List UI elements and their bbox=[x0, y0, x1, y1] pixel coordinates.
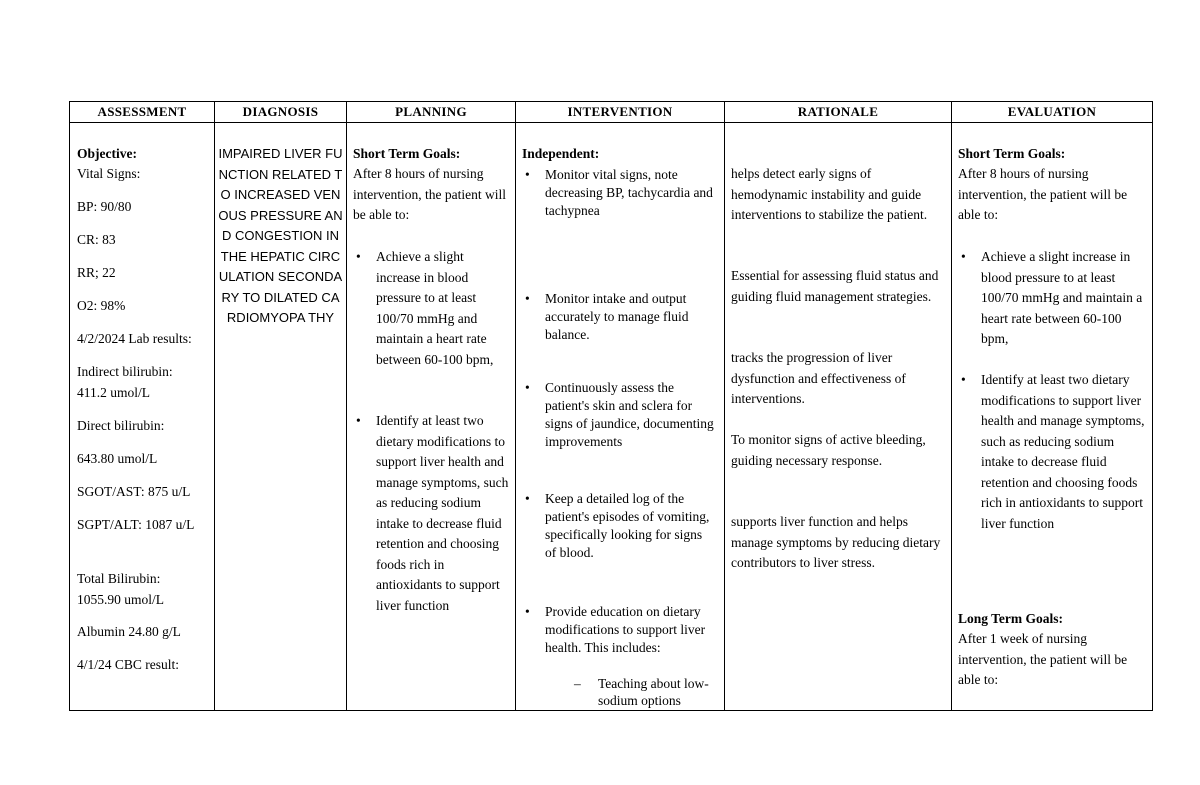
rationale-text: helps detect early signs of hemodynamic instability and guide interventions to stabilize the patient. bbox=[731, 166, 928, 222]
rationale-text: tracks the progression of liver dysfunction and effectiveness of interventions. bbox=[731, 350, 906, 406]
intervention-cell bbox=[516, 123, 725, 711]
assessment-line: SGPT/ALT: 1087 u/L bbox=[77, 517, 195, 532]
planning-goal bbox=[353, 247, 509, 370]
bullet-icon: • bbox=[525, 604, 530, 619]
planning-goal-list bbox=[353, 247, 509, 370]
header-rationale: RATIONALE bbox=[725, 102, 952, 123]
assessment-heading: Objective: bbox=[77, 146, 137, 161]
intervention-item bbox=[522, 490, 716, 562]
evaluation-goal-text: Achieve a slight increase in blood pressure to at least 100/70 mmHg and maintain a heart rate between 60-100 bpm, bbox=[981, 249, 1143, 346]
assessment-line: Vital Signs: bbox=[77, 166, 141, 181]
evaluation-long-intro: After 1 week of nursing intervention, the patient will be able to: bbox=[958, 631, 1128, 687]
header-planning: PLANNING bbox=[347, 102, 516, 123]
assessment-line: BP: 90/80 bbox=[77, 199, 132, 214]
assessment-line: O2: 98% bbox=[77, 298, 126, 313]
intervention-text: Continuously assess the patient's skin and sclera for signs of jaundice, documenting improvements bbox=[545, 380, 714, 449]
header-row bbox=[70, 102, 1153, 123]
planning-heading: Short Term Goals: bbox=[353, 146, 461, 161]
intervention-subitem-text: Teaching about low-sodium options bbox=[598, 676, 709, 708]
intervention-item bbox=[522, 290, 716, 344]
rationale-text: To monitor signs of active bleeding, guiding necessary response. bbox=[731, 432, 926, 468]
intervention-text: Monitor intake and output accurately to manage fluid balance. bbox=[545, 291, 689, 342]
evaluation-long-heading: Long Term Goals: bbox=[958, 611, 1064, 626]
rationale-text: Essential for assessing fluid status and guiding fluid management strategies. bbox=[731, 268, 939, 304]
assessment-line: 4/1/24 CBC result: bbox=[77, 657, 180, 672]
assessment-line: Albumin 24.80 g/L bbox=[77, 624, 181, 639]
dash-icon: – bbox=[574, 676, 581, 691]
intervention-item bbox=[522, 603, 716, 657]
header-evaluation: EVALUATION bbox=[952, 102, 1153, 123]
planning-goal bbox=[353, 411, 511, 616]
assessment-line: RR; 22 bbox=[77, 265, 116, 280]
diagnosis-text: IMPAIRED LIVER FUNCTION RELATED TO INCREASED VENOUS PRESSURE AND CONGESTION IN THE HEPATIC CIRCULATION SECONDARY TO DILATED CARDIOMYOPA THY bbox=[218, 146, 343, 325]
evaluation-goal-text: Identify at least two dietary modifications to support liver health and manage symptoms, such as reducing sodium intake to decrease fluid retention and choosing foods rich in antioxidants to support liver function bbox=[981, 372, 1145, 531]
diagnosis-cell bbox=[215, 123, 347, 711]
intervention-text: Keep a detailed log of the patient's episodes of vomiting, specifically looking for signs of blood. bbox=[545, 491, 710, 560]
bullet-icon: • bbox=[961, 372, 966, 387]
planning-goal-text: Achieve a slight increase in blood pressure to at least 100/70 mmHg and maintain a heart rate between 60-100 bpm, bbox=[376, 249, 494, 367]
assessment-line: SGOT/AST: 875 u/L bbox=[77, 484, 191, 499]
intervention-text: Monitor vital signs, note decreasing BP, tachycardia and tachypnea bbox=[545, 167, 713, 218]
assessment-line: 4/2/2024 Lab results: bbox=[77, 331, 192, 346]
bullet-icon: • bbox=[525, 380, 530, 395]
header-diagnosis: DIAGNOSIS bbox=[215, 102, 347, 123]
evaluation-goal-list bbox=[958, 247, 1146, 350]
bullet-icon: • bbox=[525, 167, 530, 182]
evaluation-goal bbox=[958, 370, 1146, 534]
evaluation-short-intro: After 8 hours of nursing intervention, the patient will be able to: bbox=[958, 166, 1128, 222]
nursing-care-plan-table bbox=[69, 101, 1153, 711]
assessment-line: CR: 83 bbox=[77, 232, 116, 247]
evaluation-goal bbox=[958, 247, 1146, 350]
intervention-item bbox=[522, 166, 716, 220]
evaluation-cell bbox=[952, 123, 1153, 711]
planning-cell bbox=[347, 123, 516, 711]
intervention-subitem bbox=[522, 675, 716, 711]
bullet-icon: • bbox=[356, 249, 361, 264]
header-assessment: ASSESSMENT bbox=[70, 102, 215, 123]
planning-intro: After 8 hours of nursing intervention, the patient will be able to: bbox=[353, 166, 506, 222]
rationale-cell bbox=[725, 123, 952, 711]
planning-goal-text: Identify at least two dietary modifications to support liver health and manage symptoms, such as reducing sodium intake to decrease fluid retention and choosing foods rich in antioxidants to support liver function bbox=[376, 413, 509, 613]
evaluation-short-heading: Short Term Goals: bbox=[958, 146, 1066, 161]
assessment-line: Direct bilirubin: bbox=[77, 418, 165, 433]
header-intervention: INTERVENTION bbox=[516, 102, 725, 123]
assessment-cell bbox=[70, 123, 215, 711]
bullet-icon: • bbox=[961, 249, 966, 264]
intervention-text: Provide education on dietary modifications to support liver health. This includes: bbox=[545, 604, 706, 655]
intervention-heading: Independent: bbox=[522, 146, 600, 161]
evaluation-goal-list bbox=[958, 370, 1146, 534]
planning-goal-list bbox=[353, 411, 511, 616]
assessment-line: 643.80 umol/L bbox=[77, 451, 158, 466]
bullet-icon: • bbox=[525, 291, 530, 306]
bullet-icon: • bbox=[525, 491, 530, 506]
intervention-item bbox=[522, 379, 716, 451]
bullet-icon: • bbox=[356, 413, 361, 428]
rationale-text: supports liver function and helps manage symptoms by reducing dietary contributors to liver stress. bbox=[731, 514, 941, 570]
content-row bbox=[70, 123, 1153, 711]
assessment-line: Indirect bilirubin: 411.2 umol/L bbox=[77, 364, 173, 400]
assessment-line: Total Bilirubin: 1055.90 umol/L bbox=[77, 571, 164, 607]
